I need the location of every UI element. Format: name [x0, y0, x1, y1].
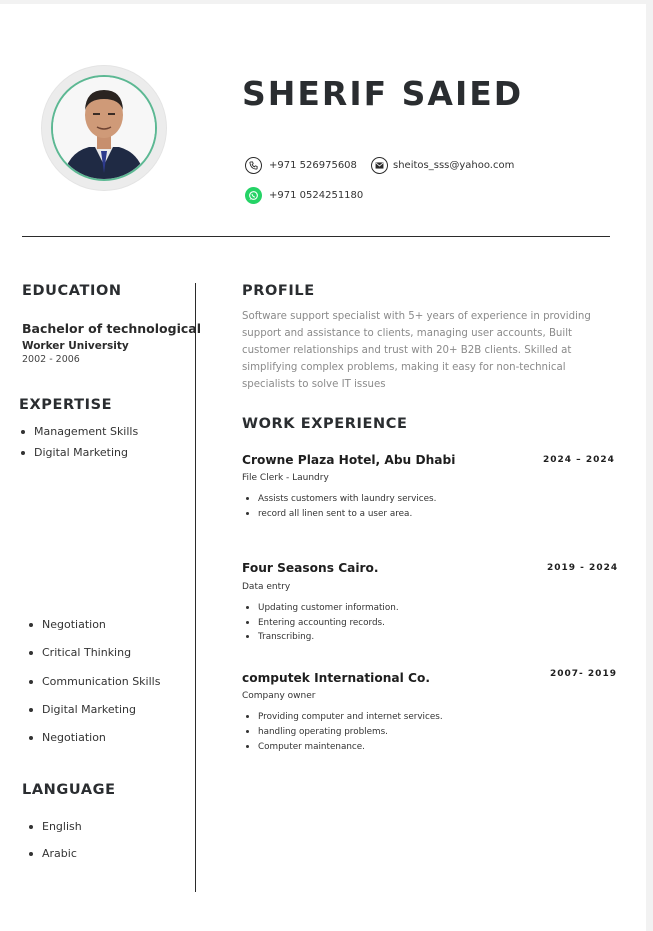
job-role: Data entry: [242, 582, 291, 592]
expertise-item: Digital Marketing: [21, 446, 128, 459]
column-divider: [195, 283, 196, 892]
job-duty: Assists customers with laundry services.: [246, 491, 436, 506]
job-duty: Transcribing.: [246, 629, 314, 644]
work-experience-heading: WORK EXPERIENCE: [242, 416, 408, 432]
phone-contact: [245, 157, 357, 174]
job-dates: 2019 - 2024: [547, 563, 619, 573]
expertise-item: Negotiation: [29, 618, 106, 631]
header-divider: [22, 236, 610, 237]
job-company: computek International Co.: [242, 671, 430, 685]
email-contact: [371, 157, 514, 174]
profile-heading: PROFILE: [242, 283, 315, 299]
resume-page: [0, 4, 646, 931]
job-company: Crowne Plaza Hotel, Abu Dhabi: [242, 453, 456, 467]
profile-summary: Software support specialist with 5+ years of experience in providing support and assistance to clients, managing user accounts, Built customer relationships and trust with 20+ B2B clients. Skilled at simplifying complex problems, making it easy for non-technical specialists to solve IT issues: [242, 311, 591, 390]
candidate-name: SHERIF SAIED: [242, 74, 524, 113]
job-role: Company owner: [242, 691, 316, 701]
phone-number[interactable]: +971 526975608: [269, 160, 357, 171]
email-address[interactable]: sheitos_sss@yahoo.com: [393, 160, 515, 171]
job-company: Four Seasons Cairo.: [242, 561, 379, 575]
language-item: English: [29, 820, 82, 833]
email-icon: [371, 157, 388, 174]
job-duty: Updating customer information.: [246, 600, 399, 615]
expertise-item: Communication Skills: [29, 675, 160, 688]
expertise-item: Critical Thinking: [29, 646, 131, 659]
profile-photo: [51, 75, 157, 181]
education-degree: Bachelor of technological: [22, 321, 201, 336]
expertise-item: Management Skills: [21, 425, 138, 438]
expertise-item: Digital Marketing: [29, 703, 136, 716]
language-heading: LANGUAGE: [22, 782, 116, 798]
education-university: Worker University: [22, 340, 129, 352]
language-item: Arabic: [29, 847, 77, 860]
education-heading: EDUCATION: [22, 283, 122, 299]
expertise-item: Negotiation: [29, 731, 106, 744]
job-duty: record all linen sent to a user area.: [246, 506, 412, 521]
job-role: File Clerk - Laundry: [242, 473, 329, 483]
education-years: 2002 - 2006: [22, 354, 80, 365]
expertise-heading: EXPERTISE: [19, 397, 113, 413]
job-dates: 2024 – 2024: [543, 455, 615, 465]
job-dates: 2007- 2019: [550, 669, 617, 679]
job-duty: Entering accounting records.: [246, 615, 385, 630]
job-duty: handling operating problems.: [246, 724, 388, 739]
job-duty: Providing computer and internet services.: [246, 709, 443, 724]
whatsapp-number[interactable]: +971 0524251180: [269, 190, 364, 201]
profile-photo-frame: [42, 66, 166, 190]
job-duty: Computer maintenance.: [246, 739, 365, 754]
phone-icon: [245, 157, 262, 174]
whatsapp-icon: [245, 187, 262, 204]
whatsapp-contact: [245, 187, 363, 204]
